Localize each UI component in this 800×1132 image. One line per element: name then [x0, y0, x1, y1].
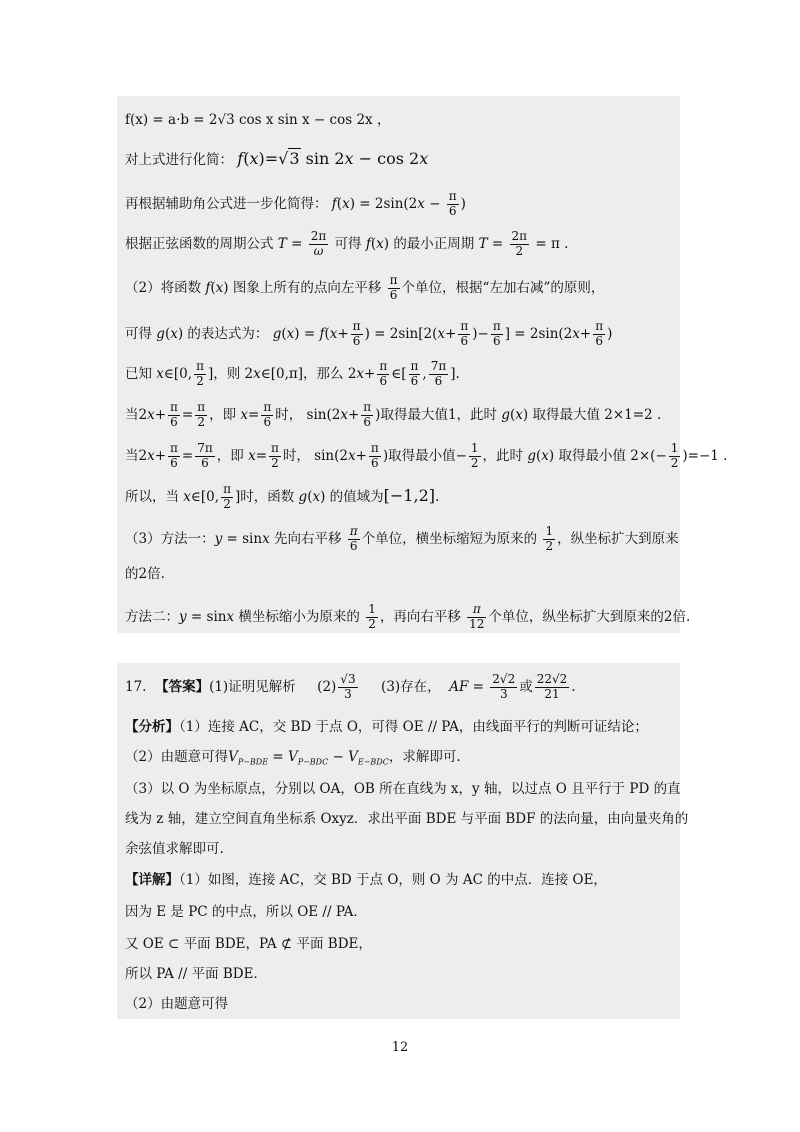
- line-shift-left: （2）将函数 f(x) 图象上所有的点向左平移 $\frac{\pi}{6}$ 个单位，根据“左加右减”的原则，: [125, 273, 605, 302]
- line-analysis-1: 【分析】（1）连接 AC，交 BD 于点 O，可得 OE // PA，由线面平行的判断可证结论；: [125, 719, 648, 735]
- line-max-value: 当2x+ $\frac{\pi}{6}$ = $\frac{\pi}{2}$ ，即 x= $\frac{\pi}{6}$ 时， sin(2x+ $\frac{\pi}{6}$ )取得最大值1，此时 g(x) 取得最大值 2×1=2 .: [125, 400, 662, 429]
- line-detail-1: 【详解】（1）如图，连接 AC，交 BD 于点 O，则 O 为 AC 的中点．连接 OE，: [125, 872, 607, 888]
- line-domain: 已知 x∈[0, $\frac{\pi}{2}$ ]，则 2x∈[0,π]，那么 2x+ $\frac{\pi}{6}$ ∈[ $\frac{\pi}{6}$ , $\frac{7\pi}{6}$ ].: [125, 359, 460, 388]
- line-answer-17: 17. 【答案】(1)证明见解析 (2) $\frac{√3}{3}$ (3)存在， AF = $\frac{2√2}{3}$ 或 $\frac{22√2}{21}$ .: [125, 672, 576, 701]
- line-method-one: （3）方法一：y = sinx 先向右平移 $\frac{\pi}{6}$ 个单位，横坐标缩短为原来的 $\frac{1}{2}$ ，纵坐标扩大到原来: [125, 524, 679, 553]
- line-detail-2: 因为 E 是 PC 的中点，所以 OE // PA．: [125, 904, 367, 920]
- page-number: 12: [391, 1040, 409, 1055]
- line-fx-dot-product: f(x) = a·b = 2√3 cos x sin x − cos 2x ，: [125, 112, 391, 128]
- line-analysis-4: 线为 z 轴，建立空间直角坐标系 Oxyz．求出平面 BDE 与平面 BDF 的法向量，由向量夹角的: [125, 811, 689, 827]
- line-analysis-2: （2）由题意可得$V_{P-BDE} = V_{P-BDC} - V_{E-BDC}$，求解即可.: [125, 749, 461, 767]
- line-gx-expression: 可得 g(x) 的表达式为： g(x) = f(x+ $\frac{\pi}{6}$ ) = 2sin[2(x+ $\frac{\pi}{6}$ )− $\frac{\pi}{6}$ ] = 2sin(2x+ $\frac{\pi}{6}$ ): [125, 319, 613, 348]
- line-analysis-5: 余弦值求解即可.: [125, 841, 224, 857]
- line-detail-4: 所以 PA // 平面 BDE．: [125, 966, 267, 982]
- line-min-value: 当2x+ $\frac{\pi}{6}$ = $\frac{7\pi}{6}$ ，即 x= $\frac{\pi}{2}$ 时， sin(2x+ $\frac{\pi}{6}$ )取得最小值− $\frac{1}{2}$ ，此时 g(x) 取得最小值 2×(− $\frac{1}{2}$ )=−1 .: [125, 441, 728, 470]
- line-method-two: 方法二：y = sinx 横坐标缩小为原来的 $\frac{1}{2}$ ，再向右平移 $\frac{\pi}{12}$ 个单位，纵坐标扩大到原来的2倍.: [125, 602, 691, 631]
- line-period: 根据正弦函数的周期公式 T = $\frac{2\pi}{\omega}$ 可得 f(x) 的最小正周期 T = $\frac{2\pi}{2}$ = π .: [125, 229, 569, 258]
- line-range: 所以，当 x∈[0, $\frac{\pi}{2}$ ]时，函数 g(x) 的值域为[−1,2].: [125, 482, 440, 511]
- line-detail-5: （2）由题意可得: [125, 996, 229, 1012]
- line-auxiliary-angle: 再根据辅助角公式进一步化简得： f(x) = 2sin(2x − $\frac{\pi}{6}$ ): [125, 189, 466, 218]
- line-analysis-3: （3）以 O 为坐标原点，分别以 OA，OB 所在直线为 x，y 轴，以过点 O 且平行于 PD 的直: [125, 781, 681, 797]
- line-simplify: 对上式进行化简： f(x)=√3 sin 2x − cos 2x: [125, 149, 429, 168]
- line-method-one-cont: 的2倍.: [125, 566, 165, 582]
- line-detail-3: 又 OE ⊂ 平面 BDE，PA ⊄ 平面 BDE，: [125, 936, 372, 952]
